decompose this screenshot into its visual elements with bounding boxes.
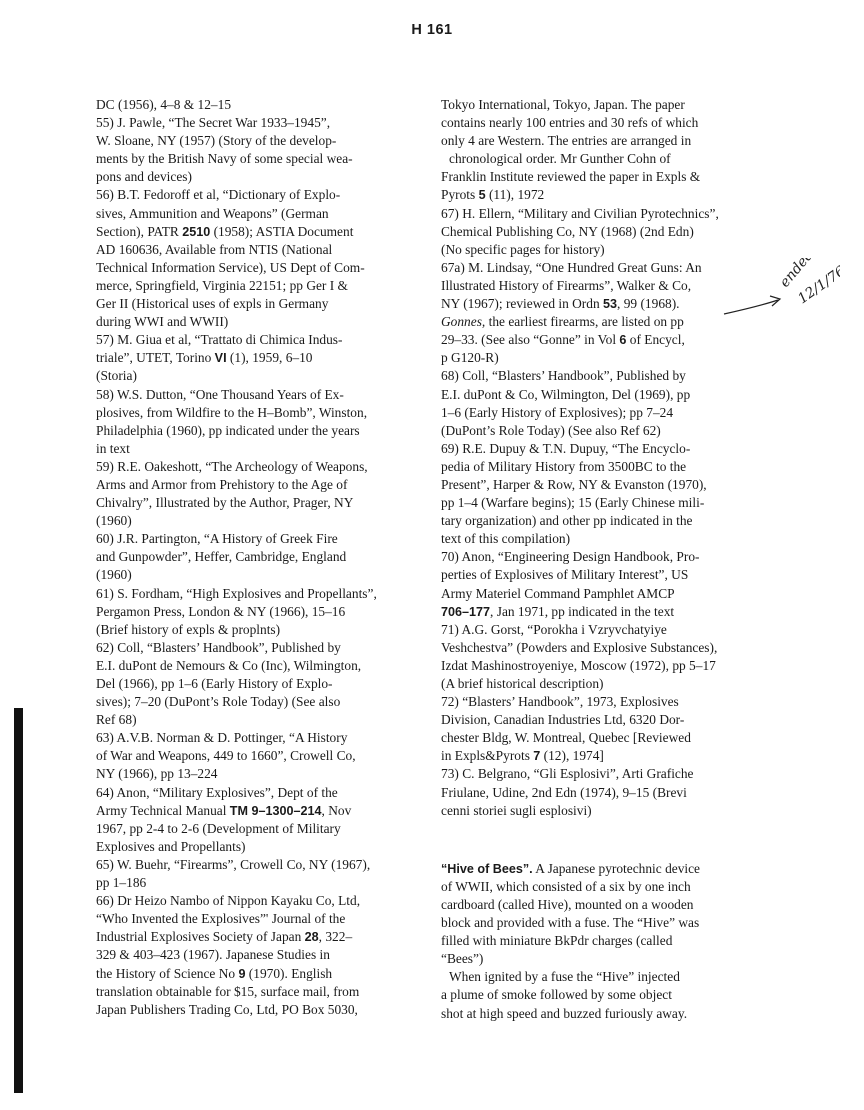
text-line: 67a) M. Lindsay, “One Hundred Great Guns: An — [441, 259, 702, 275]
text-line: a plume of smoke followed by some object — [441, 987, 672, 1003]
scan-edge-bar — [14, 708, 23, 1093]
right-column — [441, 96, 781, 1023]
text-line: NY (1967); reviewed in Ordn 53, 99 (1968). — [441, 296, 680, 312]
text-line: 57) M. Giua et al, “Trattato di Chimica Indus- — [96, 332, 343, 348]
annotation-word: ended — [776, 258, 818, 291]
text-line: perties of Explosives of Military Interest”, US — [441, 567, 689, 583]
bold-text: 53 — [603, 297, 618, 312]
text-line: the History of Science No 9 (1970). English — [96, 965, 333, 981]
text-line: 68) Coll, “Blasters’ Handbook”, Published by — [441, 368, 686, 384]
text-line: 29–33. (See also “Gonne” in Vol 6 of Encycl, — [441, 332, 685, 348]
text-line: Arms and Armor from Prehistory to the Age of — [96, 476, 348, 492]
text-line: pp 1–4 (Warfare begins); 15 (Early Chinese mili- — [441, 495, 705, 511]
text-line: sives); 7–20 (DuPont’s Role Today) (See also — [96, 694, 341, 710]
text-line: Tokyo International, Tokyo, Japan. The paper — [441, 97, 685, 112]
text-line: contains nearly 100 entries and 30 refs of which — [441, 115, 699, 131]
text-line: 59) R.E. Oakeshott, “The Archeology of Weapons, — [96, 458, 368, 474]
text-line: during WWI and WWII) — [96, 314, 229, 330]
text-line: Technical Information Service), US Dept of Com- — [96, 259, 365, 275]
text-line: 72) “Blasters’ Handbook”, 1973, Explosives — [441, 694, 679, 710]
text-line: E.I. duPont & Co, Wilmington, Del (1969), pp — [441, 386, 691, 402]
text-line: ments by the British Navy of some special wea- — [96, 151, 353, 167]
text-line: NY (1966), pp 13–224 — [96, 766, 218, 782]
annotation-arrow-shaft — [724, 300, 778, 314]
text-line: 329 & 403–423 (1967). Japanese Studies in — [96, 947, 330, 963]
text-line: Illustrated History of Firearms”, Walker & Co, — [441, 277, 692, 293]
text-line: sives, Ammunition and Weapons” (German — [96, 205, 329, 221]
text-line: AD 160636, Available from NTIS (National — [96, 241, 333, 257]
text-line: translation obtainable for $15, surface mail, from — [96, 983, 360, 999]
bold-text: 5 — [478, 188, 486, 203]
text-line: Explosives and Propellants) — [96, 838, 246, 854]
text-line: Ger II (Historical uses of expls in Germany — [96, 296, 329, 312]
text-line: Chemical Publishing Co, NY (1968) (2nd Edn) — [441, 223, 694, 239]
text-line: (No specific pages for history) — [441, 241, 605, 257]
text-line: and Gunpowder”, Heffer, Cambridge, England — [96, 549, 347, 565]
text-line: merce, Springfield, Virginia 22151; pp Ger I & — [96, 277, 348, 293]
bold-text: 2510 — [182, 224, 211, 239]
handwritten-annotation-graphic — [720, 258, 840, 338]
left-column — [96, 96, 426, 1019]
text-line: 58) W.S. Dutton, “One Thousand Years of Ex- — [96, 386, 344, 402]
text-line: E.I. duPont de Nemours & Co (Inc), Wilmington, — [96, 657, 362, 673]
page-header: H 161 — [411, 22, 453, 38]
text-line: 63) A.V.B. Norman & D. Pottinger, “A History — [96, 730, 348, 746]
text-line: plosives, from Wildfire to the H–Bomb”, Winston, — [96, 404, 368, 420]
text-line: cardboard (called Hive), mounted on a wooden — [441, 896, 694, 912]
text-line: “Bees”) — [441, 951, 484, 967]
text-line: 55) J. Pawle, “The Secret War 1933–1945”, — [96, 115, 331, 131]
text-line: 56) B.T. Fedoroff et al, “Dictionary of Explo- — [96, 187, 341, 203]
text-line: shot at high speed and buzzed furiously away. — [441, 1005, 688, 1021]
text-line: (DuPont’s Role Today) (See also Ref 62) — [441, 422, 661, 438]
text-line: 706–177, Jan 1971, pp indicated in the text — [441, 603, 675, 619]
text-line: in Expls&Pyrots 7 (12), 1974] — [441, 748, 604, 764]
text-line: Pyrots 5 (11), 1972 — [441, 187, 545, 203]
text-line: Franklin Institute reviewed the paper in Expls & — [441, 169, 701, 185]
text-line: Present”, Harper & Row, NY & Evanston (1970), — [441, 476, 707, 492]
text-line: 67) H. Ellern, “Military and Civilian Pyrotechnics”, — [441, 205, 719, 221]
bold-text: TM 9–1300–214 — [229, 803, 322, 818]
text-line: pp 1–186 — [96, 875, 147, 891]
text-line: 1–6 (Early History of Explosives); pp 7–24 — [441, 404, 674, 420]
text-line: “Who Invented the Explosives”' Journal of the — [96, 911, 346, 927]
hive-entry-body — [441, 878, 781, 968]
text-line: (1960) — [96, 513, 132, 529]
handwritten-annotation — [720, 258, 840, 338]
bold-text: 28 — [304, 930, 319, 945]
text-line: Gonnes, the earliest firearms, are listed on pp — [441, 314, 684, 330]
text-line: Philadelphia (1960), pp indicated under the years — [96, 422, 360, 438]
bold-text: 7 — [533, 749, 541, 764]
text-line: cenni storiei sugli esplosivi) — [441, 802, 592, 818]
annotation-date: 12/1/76 — [795, 263, 840, 308]
hive-entry-first-line-text: A Japanese pyrotechnic device — [532, 860, 701, 876]
text-line: 69) R.E. Dupuy & T.N. Dupuy, “The Encyclo- — [441, 440, 691, 456]
text-line: pedia of Military History from 3500BC to the — [441, 458, 687, 474]
text-line: tary organization) and other pp indicated in the — [441, 513, 693, 529]
text-line: block and provided with a fuse. The “Hive” was — [441, 915, 700, 931]
text-line: 73) C. Belgrano, “Gli Esplosivi”, Arti Grafiche — [441, 766, 694, 782]
text-line: Army Technical Manual TM 9–1300–214, Nov — [96, 802, 352, 818]
text-line: 62) Coll, “Blasters’ Handbook”, Published by — [96, 639, 341, 655]
text-line: 71) A.G. Gorst, “Porokha i Vzryvchatyiye — [441, 621, 667, 637]
paragraph-gap — [441, 820, 781, 860]
text-line: text of this compilation) — [441, 531, 571, 547]
italic-text: Gonnes, — [441, 314, 486, 330]
text-line: W. Sloane, NY (1957) (Story of the develop- — [96, 133, 337, 149]
text-line: p G120-R) — [441, 350, 499, 366]
text-line: 65) W. Buehr, “Firearms”, Crowell Co, NY (1967), — [96, 856, 371, 872]
text-line: 64) Anon, “Military Explosives”, Dept of the — [96, 784, 338, 800]
text-line: of War and Weapons, 449 to 1660”, Crowell Co, — [96, 748, 356, 764]
text-line: 61) S. Fordham, “High Explosives and Propellants”, — [96, 585, 377, 601]
hive-entry-title: “Hive of Bees”. — [441, 861, 533, 876]
bold-text: 706–177 — [441, 604, 491, 619]
text-line: Veshchestva” (Powders and Explosive Substances), — [441, 639, 718, 655]
text-line: (A brief historical description) — [441, 676, 604, 691]
text-line: (Brief history of expls & proplnts) — [96, 621, 281, 637]
text-line: When ignited by a fuse the “Hive” injected — [449, 969, 680, 985]
text-line: chester Bldg, W. Montreal, Quebec [Reviewed — [441, 730, 691, 746]
text-line: only 4 are Western. The entries are arranged in — [441, 133, 692, 149]
hive-entry-first-line — [441, 860, 781, 878]
text-line: filled with miniature BkPdr charges (called — [441, 933, 673, 949]
text-line: Chivalry”, Illustrated by the Author, Prager, NY — [96, 495, 354, 511]
text-line: Division, Canadian Industries Ltd, 6320 Dor- — [441, 712, 685, 728]
bold-text: 9 — [238, 966, 246, 981]
text-line: Friulane, Udine, 2nd Edn (1974), 9–15 (Brevi — [441, 784, 687, 800]
text-line: Army Materiel Command Pamphlet AMCP — [441, 585, 675, 601]
text-line: Japan Publishers Trading Co, Ltd, PO Box 5030, — [96, 1001, 358, 1017]
text-line: Section), PATR 2510 (1958); ASTIA Document — [96, 223, 354, 239]
text-line: triale”, UTET, Torino VI (1), 1959, 6–10 — [96, 350, 313, 366]
text-line: 60) J.R. Partington, “A History of Greek Fire — [96, 531, 338, 547]
text-line: Del (1966), pp 1–6 (Early History of Explo- — [96, 676, 333, 691]
text-line: Izdat Mashinostroyeniye, Moscow (1972), pp 5–17 — [441, 657, 716, 673]
text-line: Pergamon Press, London & NY (1966), 15–16 — [96, 603, 346, 619]
text-line: of WWII, which consisted of a six by one inch — [441, 878, 691, 894]
text-line: pons and devices) — [96, 169, 192, 185]
text-line: Ref 68) — [96, 712, 137, 728]
text-line: 1967, pp 2-4 to 2-6 (Development of Military — [96, 820, 341, 836]
text-line: DC (1956), 4–8 & 12–15 — [96, 97, 232, 112]
text-line: 66) Dr Heizo Nambo of Nippon Kayaku Co, Ltd, — [96, 893, 361, 909]
hive-of-bees-entry — [441, 860, 781, 1023]
hive-entry-second-paragraph — [441, 968, 781, 1022]
text-line: (Storia) — [96, 368, 137, 384]
text-line: in text — [96, 440, 130, 456]
text-line: (1960) — [96, 567, 132, 583]
text-line: Industrial Explosives Society of Japan 28, 322– — [96, 929, 353, 945]
text-line: chronological order. Mr Gunther Cohn of — [449, 151, 671, 167]
bold-text: 6 — [619, 333, 627, 348]
right-column-references — [441, 96, 781, 820]
bold-text: VI — [214, 351, 227, 366]
text-line: 70) Anon, “Engineering Design Handbook, Pro- — [441, 549, 700, 565]
